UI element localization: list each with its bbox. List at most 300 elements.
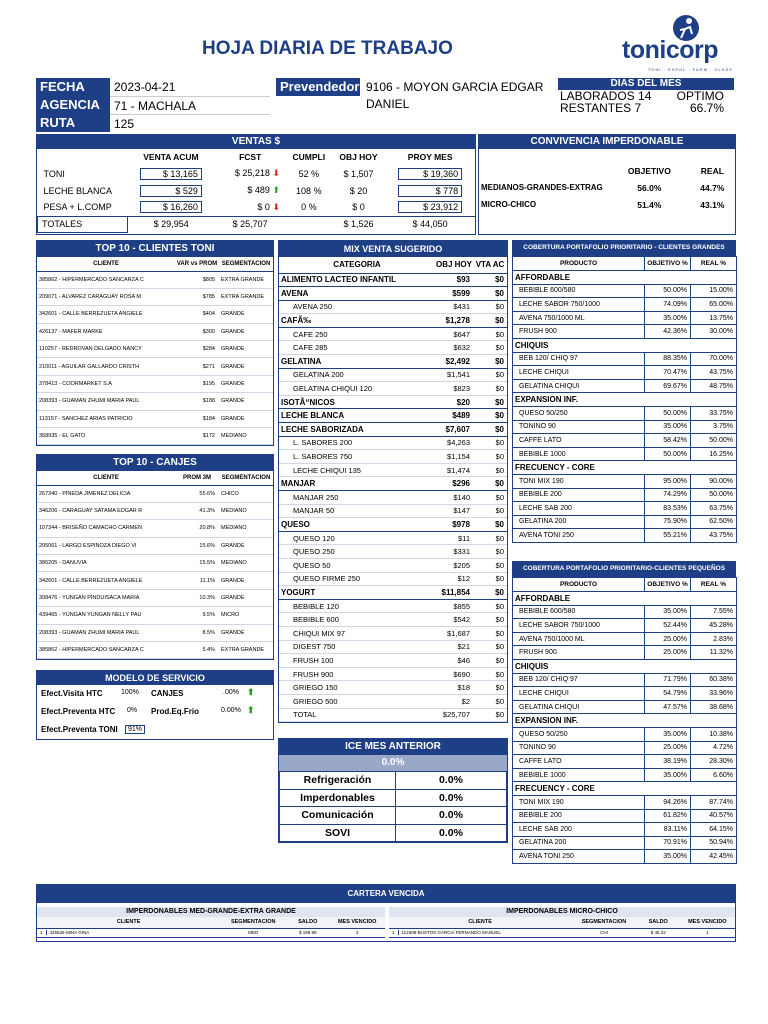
client-segment: GRANDE	[221, 398, 245, 405]
cartera-col-header: SEGMENTACION	[230, 919, 276, 926]
mix-row	[279, 436, 507, 450]
mix-vta: $0	[495, 316, 504, 326]
ventas-row	[38, 199, 476, 216]
cob-real: 7.55%	[691, 605, 737, 619]
cob-group-row	[513, 714, 737, 728]
cob-objetivo: 35.00%	[645, 605, 691, 619]
ice-panel	[278, 738, 508, 843]
cob-product: AVENA 750/1000 ML	[513, 632, 645, 646]
cob-row	[513, 515, 737, 529]
mix-obj: $11	[458, 533, 470, 543]
mix-obj: $11,854	[441, 587, 470, 597]
cob_grandes-col-header: REAL %	[691, 257, 737, 271]
convivencia-panel	[478, 134, 736, 235]
cob-row	[513, 284, 737, 298]
client-value: 10.3%	[199, 595, 215, 602]
mix-obj: $1,278	[445, 316, 470, 326]
cob_grandes-table	[512, 256, 737, 543]
mix-category: QUESO 120	[293, 533, 335, 543]
mix-category: CAFÃ‰	[281, 316, 312, 326]
logo-subtitle: TONI · ESPOL · FARM · GLASS	[648, 67, 733, 72]
logo-wordmark: tonicorp	[622, 36, 718, 64]
table-row[interactable]	[37, 502, 273, 519]
mix-category: MANJAR	[281, 479, 316, 489]
client-segment: GRANDE	[221, 629, 245, 636]
total-proy: $ 44,050	[412, 219, 448, 230]
mix-category: GELATINA	[281, 356, 322, 366]
cartera-client-cell	[389, 928, 571, 937]
cob-objetivo: 25.00%	[645, 741, 691, 755]
agencia-label: AGENCIA	[36, 96, 110, 114]
table-row[interactable]	[37, 555, 273, 572]
mix-row	[279, 504, 507, 518]
canjes-col-header: CLIENTE	[37, 471, 175, 485]
mix-obj: $855	[453, 601, 470, 611]
cob_pequenos-col-header: REAL %	[691, 578, 737, 592]
proy-cell	[385, 199, 475, 216]
table-row[interactable]	[37, 271, 273, 288]
venta-acum-cell	[128, 165, 215, 182]
conv-row	[479, 196, 735, 213]
mix-vta: $0	[495, 329, 504, 339]
conv-col-header: REAL	[700, 166, 724, 176]
mix-row	[279, 545, 507, 559]
ventas-col-header: FCST	[239, 152, 262, 162]
mix-obj: $489	[452, 411, 470, 421]
optimo-block	[676, 90, 724, 114]
ice-label: Refrigeración	[280, 772, 396, 790]
mix-obj: $296	[452, 479, 470, 489]
cob-real: 38.68%	[691, 700, 737, 714]
mix-vta: $0	[495, 288, 504, 298]
cob-product: LECHE CHIQUI	[513, 687, 645, 701]
mix-category: ISOTÃ“NICOS	[281, 397, 335, 407]
client-value: $404	[202, 311, 215, 318]
ice-total: 0.0%	[279, 755, 507, 771]
cartera-col-header: SALDO	[648, 919, 668, 926]
cob-pequenos-panel	[512, 561, 736, 864]
cob-real: 63.75%	[691, 502, 737, 516]
mix-obj: $18	[457, 683, 470, 693]
fecha-label: FECHA	[36, 78, 110, 96]
prevendedor-name-2: DANIEL	[366, 97, 410, 111]
mix-category: LECHE SABORIZADA	[281, 424, 364, 434]
cob-real: 16.25%	[691, 447, 737, 461]
mix-category: AVENA	[281, 288, 309, 298]
client-name: 110257 - REDROVAN DELGADO NANCY	[39, 346, 142, 353]
table-row[interactable]	[37, 624, 273, 641]
cob-objetivo: 74.09%	[645, 298, 691, 312]
total-obj: $ 1,526	[343, 219, 374, 230]
mix-vta: $0	[495, 479, 504, 489]
mix-obj: $93	[456, 275, 470, 285]
table-row[interactable]	[37, 288, 273, 305]
table-row[interactable]	[37, 928, 385, 937]
cob_grandes-col-header: PRODUCTO	[513, 257, 645, 271]
cob-group-label: CHIQUIS	[513, 338, 737, 352]
cartera-segment: CHI	[600, 930, 608, 935]
mix-vta: $0	[495, 452, 504, 462]
table-row[interactable]	[37, 537, 273, 554]
mix-obj: $978	[452, 519, 470, 529]
cob-row	[513, 352, 737, 366]
mix-category: ALIMENTO LACTEO INFANTIL	[281, 275, 396, 285]
cartera-client: 425526-MINA GINA	[49, 930, 90, 935]
mix-row	[279, 491, 507, 505]
cartera-col-header: SEGMENTACION	[581, 919, 627, 926]
cob-product: GELATINA CHIQUI	[513, 379, 645, 393]
total-cumpli-empty	[286, 216, 332, 232]
client-value: 15.6%	[199, 542, 215, 549]
table-row[interactable]	[37, 410, 273, 427]
client-value: 11.1%	[199, 577, 215, 584]
client-value: 8.5%	[202, 629, 215, 636]
cob-objetivo: 52.44%	[645, 619, 691, 633]
cob-objetivo: 69.67%	[645, 379, 691, 393]
cob-objetivo: 35.00%	[645, 768, 691, 782]
cartera-title: CARTERA VENCIDA	[37, 885, 735, 903]
mix-row	[279, 613, 507, 627]
client-name: 386205 - DANUVIA	[39, 560, 87, 567]
canjes-label: CANJES	[151, 689, 184, 698]
client-value: $284	[202, 346, 215, 353]
ice-label: Imperdonables	[280, 789, 396, 807]
table-row[interactable]	[37, 341, 273, 358]
client-value: 20.8%	[199, 525, 215, 532]
mix-category: BEBIBLE 600	[293, 615, 339, 625]
client-segment: MEDIANO	[221, 560, 247, 567]
client-value: $195	[202, 381, 215, 388]
ventas-table	[37, 149, 475, 233]
cob-group-label: EXPANSION INF.	[513, 393, 737, 407]
mix-row	[279, 599, 507, 613]
cartera-col-header: MES VENCIDO	[337, 919, 377, 926]
top10-table	[37, 257, 273, 445]
obj-hoy-value: $ 1,507	[343, 168, 374, 179]
cob-product: BEBIBLE 1000	[513, 768, 645, 782]
mix-obj: $1,474	[447, 465, 470, 475]
cob-product: LECHE SABOR 750/1000	[513, 619, 645, 633]
mix-obj: $331	[453, 547, 470, 557]
conv-real: 43.1%	[700, 199, 725, 210]
servicio-panel	[36, 670, 274, 740]
mix-panel	[278, 240, 508, 723]
client-segment: EXTRA GRANDE	[221, 276, 265, 283]
client-name: 368935 - EL GATO	[39, 433, 86, 440]
cob-real: 64.15%	[691, 823, 737, 837]
cob-objetivo: 50.00%	[645, 406, 691, 420]
restantes-value: 7	[634, 101, 642, 115]
cartera-col-header: CLIENTE	[468, 919, 492, 926]
cob-product: TONINO 90	[513, 741, 645, 755]
table-row[interactable]	[37, 642, 273, 659]
mix-obj: $2	[461, 696, 470, 706]
cob-product: TONINO 90	[513, 420, 645, 434]
cob-product: AVENA TONI 250	[513, 529, 645, 543]
mix-col-header: CATEGORIA	[279, 257, 435, 273]
mix-row	[279, 654, 507, 668]
client-segment: GRANDE	[221, 595, 245, 602]
cartera-saldo: $ 199.98	[299, 930, 317, 935]
table-row[interactable]	[37, 572, 273, 589]
table-row[interactable]	[37, 323, 273, 340]
table-row[interactable]	[37, 428, 273, 445]
ice-title: ICE MES ANTERIOR	[279, 739, 507, 755]
table-row[interactable]	[37, 485, 273, 502]
mix-row	[279, 708, 507, 722]
cob_pequenos-col-header: PRODUCTO	[513, 578, 645, 592]
client-segment: CHICO	[221, 490, 239, 497]
client-name: 346206 - CARAGUAY SATAMA EDGAR R	[39, 508, 143, 515]
top10-col-header: SEGMENTACION	[219, 257, 273, 271]
cob-real: 90.00%	[691, 474, 737, 488]
servicio-title: MODELO DE SERVICIO	[37, 671, 273, 685]
cob-real: 30.00%	[691, 325, 737, 339]
tonicorp-logo	[618, 14, 738, 74]
conv-row-name: MICRO-CHICO	[481, 200, 537, 209]
cob-group-row	[513, 461, 737, 475]
mix-row	[279, 694, 507, 708]
cartera-header-row	[389, 917, 735, 928]
mix-category: QUESO 50	[293, 560, 331, 570]
cartera-left-title: IMPERDONABLES MED-GRANDE-EXTRA GRANDE	[37, 907, 385, 917]
cob-real: 33.75%	[691, 406, 737, 420]
cob-real: 48.75%	[691, 379, 737, 393]
cob_grandes-col-header: OBJETIVO %	[645, 257, 691, 271]
mix-row	[279, 327, 507, 341]
visita-value: 100%	[121, 689, 139, 696]
cob-row	[513, 755, 737, 769]
cartera-client: 112508-BUSTOS GARCIA FERNANDO MANUEL	[401, 930, 501, 935]
ventas-total-label: TOTALES	[38, 216, 128, 232]
conv-real: 44.7%	[700, 182, 725, 193]
mix-row	[279, 450, 507, 464]
mix-category: FRUSH 900	[293, 669, 334, 679]
proy-cell	[385, 165, 475, 182]
mix-col-header: VTA AC	[473, 257, 507, 273]
cob-objetivo: 71.79%	[645, 673, 691, 687]
fcst-value: $ 25,218	[234, 168, 270, 178]
cartera-index: 1	[37, 930, 47, 935]
client-name: 113157 - SANCHEZ ARIAS PATRICIO	[39, 415, 133, 422]
cumpli-value: 108 %	[296, 185, 322, 196]
mix-category: QUESO	[281, 519, 310, 529]
cob-row	[513, 646, 737, 660]
mix-vta: $0	[495, 275, 504, 285]
client-name: 342601 - CALLE BERREZUETA ANGIELE	[39, 577, 143, 584]
client-value: $188	[202, 398, 215, 405]
client-value: $184	[202, 415, 215, 422]
canjes-table	[37, 471, 273, 659]
proy-value: $ 778	[398, 185, 462, 197]
mix-obj: $2,492	[445, 356, 470, 366]
table-row[interactable]	[37, 375, 273, 392]
mix-vta: $0	[495, 710, 504, 720]
mix-obj: $632	[453, 343, 470, 353]
cob-grandes-title: COBERTURA PORTAFOLIO PRIORITARIO - CLIENTES GRANDES	[512, 240, 736, 256]
cob-product: GELATINA 200	[513, 836, 645, 850]
cartera-mes: 1	[706, 930, 709, 935]
conv-obj: 56.0%	[637, 182, 662, 193]
cartera-panel	[36, 884, 736, 942]
mix-vta: $0	[495, 683, 504, 693]
page-title: HOJA DIARIA DE TRABAJO	[202, 38, 453, 59]
client-name: 385862 - HIPERMERCADO SANCARZA C	[39, 647, 144, 654]
client-segment: EXTRA GRANDE	[221, 294, 265, 301]
cob-objetivo: 75.90%	[645, 515, 691, 529]
cob-product: FRUSH 900	[513, 325, 645, 339]
restantes-label: RESTANTES	[560, 101, 632, 115]
cob-product: LECHE SABOR 750/1000	[513, 298, 645, 312]
mix-category: DIGEST 750	[293, 642, 336, 652]
client-segment: MEDIANO	[221, 508, 247, 515]
mix-col-header: OBJ HOY	[435, 257, 473, 273]
mix-category: L. SABORES 200	[293, 438, 353, 448]
convivencia-table	[479, 163, 735, 213]
ventas-panel	[36, 134, 476, 235]
mix-obj: $1,687	[447, 628, 470, 638]
cob-group-row	[513, 782, 737, 796]
client-segment: EXTRA GRANDE	[221, 647, 265, 654]
client-segment: GRANDE	[221, 346, 245, 353]
cob-row	[513, 632, 737, 646]
cob-product: QUESO 50/250	[513, 406, 645, 420]
cob-real: 42.45%	[691, 850, 737, 864]
venta-acum-value: $ 529	[140, 185, 202, 197]
conv-obj: 51.4%	[637, 199, 662, 210]
cartera-right-title: IMPERDONABLES MICRO-CHICO	[389, 907, 735, 917]
cob_pequenos-col-header: OBJETIVO %	[645, 578, 691, 592]
cob-product: FRUSH 900	[513, 646, 645, 660]
fcst-cell	[214, 199, 286, 216]
mix-obj: $205	[453, 560, 470, 570]
proy-value: $ 19,360	[398, 168, 462, 180]
mix-category: GRIEGO 500	[293, 696, 338, 706]
client-value: $785	[202, 294, 215, 301]
mix-row	[279, 667, 507, 681]
client-name: 342601 - CALLE BERREZUETA ANGIELE	[39, 311, 143, 318]
cartera-saldo: $ 45.22	[650, 930, 666, 935]
cob-objetivo: 94.26%	[645, 795, 691, 809]
fcst-cell	[214, 182, 286, 199]
mix-category: YOGURT	[281, 587, 316, 597]
cob-objetivo: 83.11%	[645, 823, 691, 837]
ventas-corner	[38, 149, 128, 165]
cartera-col-header: SALDO	[298, 919, 318, 926]
cob-row	[513, 502, 737, 516]
cob-product: TONI MIX 190	[513, 474, 645, 488]
total-fcst: $ 25,707	[232, 219, 268, 230]
mix-obj: $7,607	[445, 424, 470, 434]
cob-row	[513, 447, 737, 461]
table-row[interactable]	[37, 393, 273, 410]
mix-row	[279, 640, 507, 654]
ventas-col-header: PROY MES	[407, 152, 453, 162]
table-row[interactable]	[37, 589, 273, 606]
top10-header-row	[37, 257, 273, 271]
cob-row	[513, 420, 737, 434]
down-arrow-icon: ⬇	[269, 201, 280, 212]
client-value: 9.5%	[202, 612, 215, 619]
cob-row	[513, 850, 737, 864]
client-name: 426137 - MAFER MARKE	[39, 328, 103, 335]
mix-category: QUESO 250	[293, 547, 335, 557]
cob-product: AVENA 750/1000 ML	[513, 311, 645, 325]
cartera-index: 1	[389, 930, 399, 935]
client-value: $172	[202, 433, 215, 440]
dias-block	[560, 90, 651, 114]
ice-row	[280, 772, 507, 790]
cob-objetivo: 55.21%	[645, 529, 691, 543]
conv-col-header: OBJETIVO	[627, 166, 671, 176]
ice-label: Comunicación	[280, 807, 396, 825]
table-row[interactable]	[37, 607, 273, 624]
up-arrow-icon: ⬆	[269, 185, 280, 195]
mix-vta: $0	[495, 519, 504, 529]
ventas-col-header: VENTA ACUM	[143, 152, 199, 162]
cob-row	[513, 406, 737, 420]
mix-category: LECHE CHIQUI 135	[293, 465, 361, 475]
cob-group-label: CHIQUIS	[513, 659, 737, 673]
client-name: 208393 - GUAMAN ZHUMI MARIA PAUL	[39, 398, 140, 405]
table-row[interactable]	[37, 358, 273, 375]
dias-title: DIAS DEL MES	[558, 78, 734, 90]
cob-product: BEBIBLE 1000	[513, 447, 645, 461]
cartera-segment: MED	[248, 930, 259, 935]
cob-real: 6.60%	[691, 768, 737, 782]
optimo-label: OPTIMO	[676, 89, 724, 103]
mix-category: QUESO FIRME 250	[293, 574, 361, 584]
conv-row-name: MEDIANOS-GRANDES-EXTRAG	[481, 183, 603, 192]
cob-objetivo: 47.57%	[645, 700, 691, 714]
client-name: 208393 - GUAMAN ZHUMI MARIA PAUL	[39, 629, 140, 636]
table-row[interactable]	[37, 306, 273, 323]
mix-category: BEBIBLE 120	[293, 601, 339, 611]
cob-grandes-panel	[512, 240, 736, 543]
cob-real: 50.94%	[691, 836, 737, 850]
visita-label: Efect.Visita HTC	[41, 689, 103, 698]
mix-row	[279, 681, 507, 695]
mix-obj: $46	[457, 655, 470, 665]
client-name: 439465 - YUNGAN YUNGAN NELLY PAU	[39, 612, 142, 619]
mix-obj: $1,541	[447, 370, 470, 380]
client-value: 5.4%	[202, 647, 215, 654]
cob-objetivo: 50.00%	[645, 284, 691, 298]
conv-row	[479, 179, 735, 196]
cob-row	[513, 673, 737, 687]
mix-row	[279, 395, 507, 409]
mix-obj: $431	[453, 302, 470, 312]
mix-category: CAFE 285	[293, 343, 328, 353]
info-labels	[36, 78, 110, 132]
cob-real: 43.75%	[691, 529, 737, 543]
cob-product: GELATINA 200	[513, 515, 645, 529]
cob-objetivo: 35.00%	[645, 727, 691, 741]
cartera-col-header: CLIENTE	[116, 919, 141, 926]
cob-row	[513, 795, 737, 809]
top10-col-header: CLIENTE	[37, 257, 175, 271]
cob-real: 28.30%	[691, 755, 737, 769]
table-row[interactable]	[37, 520, 273, 537]
mix-vta: $0	[495, 533, 504, 543]
mix-category: TOTAL	[293, 710, 317, 720]
mix-obj: $647	[453, 329, 470, 339]
mix-row	[279, 355, 507, 369]
mix-row	[279, 572, 507, 586]
mix-row	[279, 273, 507, 287]
venta-acum-cell	[128, 199, 215, 216]
table-row[interactable]	[389, 928, 735, 937]
